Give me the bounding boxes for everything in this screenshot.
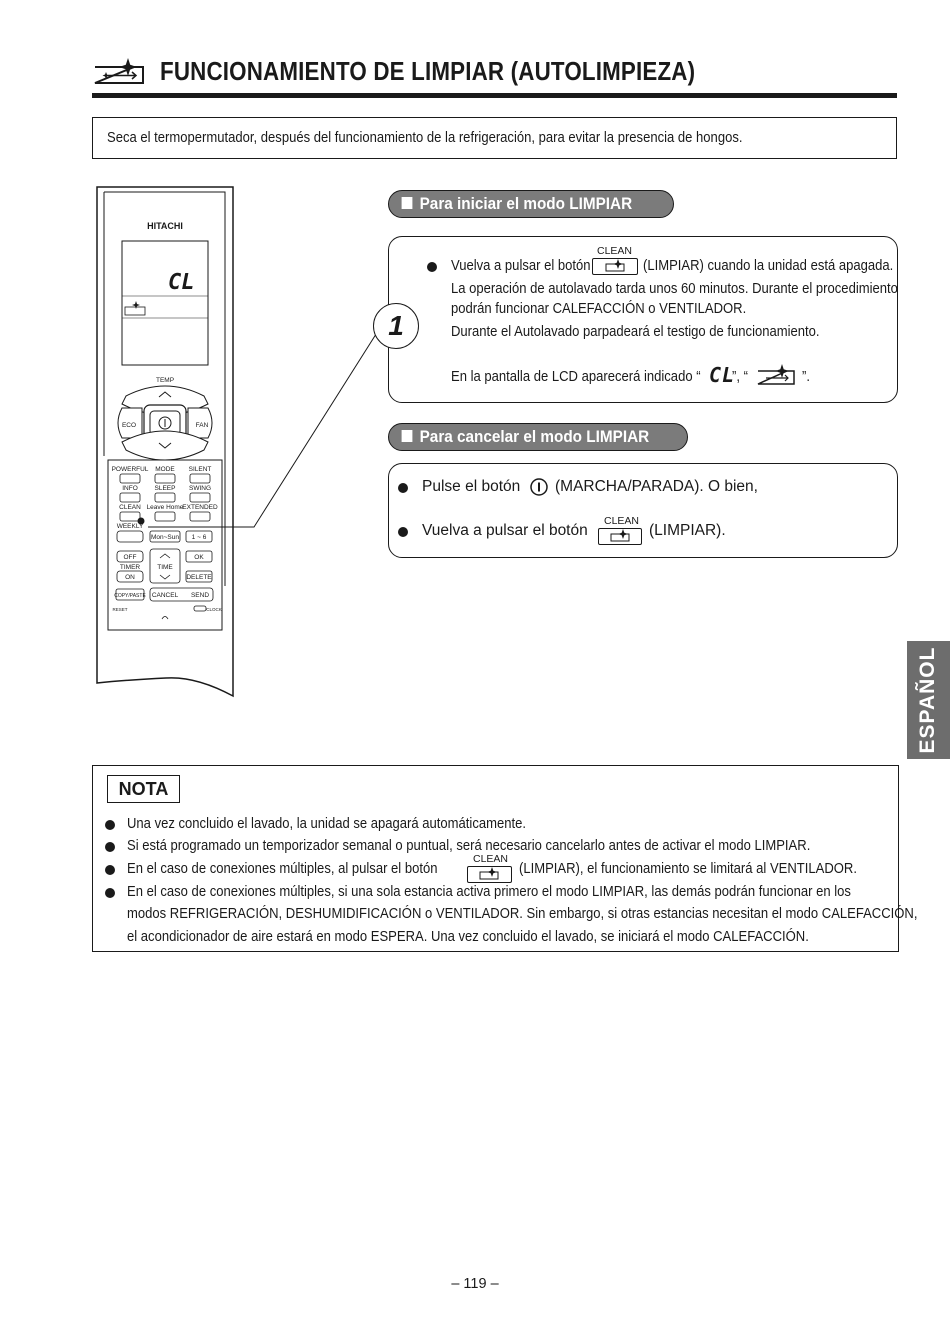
power-icon <box>530 478 548 496</box>
clean-icon <box>756 364 796 386</box>
remote-delete-label: DELETE <box>186 574 212 581</box>
intro-text: Seca el termopermutador, después del funcionamiento de la refrigeración, para evitar la presencia de hongos. <box>107 130 743 146</box>
start-line2: La operación de autolavado tarda unos 60 minutos. Durante el procedimiento <box>451 281 898 297</box>
clean-label: CLEAN <box>473 853 509 865</box>
remote-sleep-label: SLEEP <box>154 485 176 492</box>
nota-item4-line2: modos REFRIGERACIÓN, DESHUMIDIFICACIÓN o VENTILADOR. Sin embargo, si otras estancias necesitan el modo CALEFACCIÓN, <box>127 906 918 922</box>
remote-swing-label: SWING <box>188 485 212 492</box>
remote-info-label: INFO <box>122 485 138 492</box>
remote-lcd-code: CL <box>168 270 195 295</box>
step-number: 1 <box>373 303 419 349</box>
remote-ok-label: OK <box>194 554 204 561</box>
bullet <box>105 888 115 898</box>
clean-label: CLEAN <box>604 515 640 527</box>
bullet <box>398 483 408 493</box>
bullet <box>105 865 115 875</box>
remote-leave-home-label: Leave Home <box>146 504 184 511</box>
start-lcd-after: ”. <box>802 369 810 385</box>
nota-item4-line1: En el caso de conexiones múltiples, si una sola estancia activa primero el modo LIMPIAR, las demás podrán funcionar en los <box>127 884 851 900</box>
remote-extended-label: EXTENDED <box>182 504 218 511</box>
bullet <box>427 262 437 272</box>
start-line1-after: (LIMPIAR) cuando la unidad está apagada. <box>643 258 894 274</box>
bullet <box>105 842 115 852</box>
remote-clock-label: CLOCK <box>206 607 222 612</box>
page-number: – 119 – <box>451 1276 499 1292</box>
remote-time-label: TIME <box>157 564 173 571</box>
remote-eco-label: ECO <box>121 422 137 429</box>
page-title: FUNCIONAMIENTO DE LIMPIAR (AUTOLIMPIEZA) <box>160 56 696 86</box>
start-section-header: Para iniciar el modo LIMPIAR <box>388 190 674 218</box>
nota-label: NOTA <box>107 775 180 803</box>
remote-silent-label: SILENT <box>188 466 212 473</box>
clean-button-icon <box>592 258 638 275</box>
language-tab-label: ESPAÑOL <box>916 646 939 754</box>
nota-item2: Si está programado un temporizador semanal o puntual, será necesario cancelarlo antes de activar el modo LIMPIAR. <box>127 838 811 854</box>
start-line4: Durante el Autolavado parpadeará el testigo de funcionamiento. <box>451 324 820 340</box>
remote-one-six-label: 1 ~ 6 <box>191 534 207 541</box>
bullet <box>398 527 408 537</box>
remote-mon-sun-label: Mon~Sun <box>150 534 180 541</box>
remote-mode-label: MODE <box>155 466 175 473</box>
lcd-code: CL <box>709 363 736 387</box>
remote-send-label: SEND <box>190 592 210 599</box>
cancel-section-header: Para cancelar el modo LIMPIAR <box>388 423 688 451</box>
cancel-item2-after: (LIMPIAR). <box>649 522 726 539</box>
nota-item3-after: (LIMPIAR), el funcionamiento se limitará al VENTILADOR. <box>519 861 857 877</box>
clean-button-icon <box>598 528 642 545</box>
start-lcd-before: En la pantalla de LCD aparecerá indicado “ <box>451 369 701 385</box>
cancel-item2-before: Vuelva a pulsar el botón <box>422 522 588 539</box>
clean-button-icon <box>467 866 512 883</box>
remote-fan-label: FAN <box>195 422 209 429</box>
start-line3: podrán funcionar CALEFACCIÓN o VENTILADOR. <box>451 301 747 317</box>
remote-on-label: ON <box>125 574 135 581</box>
remote-brand: HITACHI <box>147 221 183 231</box>
remote-cancel-label: CANCEL <box>151 592 179 599</box>
remote-reset-label: RESET <box>112 607 128 612</box>
nota-item4-line3: el acondicionador de aire estará en modo ESPERA. Una vez concluido el lavado, se iniciará el modo CALEFACCIÓN. <box>127 929 809 945</box>
remote-timer-label: TIMER <box>119 564 141 571</box>
bullet <box>105 820 115 830</box>
start-line1-before: Vuelva a pulsar el botón <box>451 258 591 274</box>
remote-clean-label: CLEAN <box>119 504 141 511</box>
remote-temp-label: TEMP <box>155 377 175 384</box>
start-lcd-middle: ”, “ <box>732 369 748 385</box>
clean-label: CLEAN <box>597 245 633 257</box>
nota-item3-before: En el caso de conexiones múltiples, al pulsar el botón <box>127 861 438 877</box>
remote-copy-paste-label: COPY/PASTE <box>114 593 146 599</box>
cancel-item1-after: (MARCHA/PARADA). O bien, <box>555 478 758 495</box>
remote-off-label: OFF <box>123 554 137 561</box>
cancel-item1-before: Pulse el botón <box>422 478 521 495</box>
nota-item1: Una vez concluido el lavado, la unidad se apagará automáticamente. <box>127 816 527 832</box>
remote-weekly-label: WEEKLY <box>116 523 144 530</box>
remote-powerful-label: POWERFUL <box>111 466 149 473</box>
